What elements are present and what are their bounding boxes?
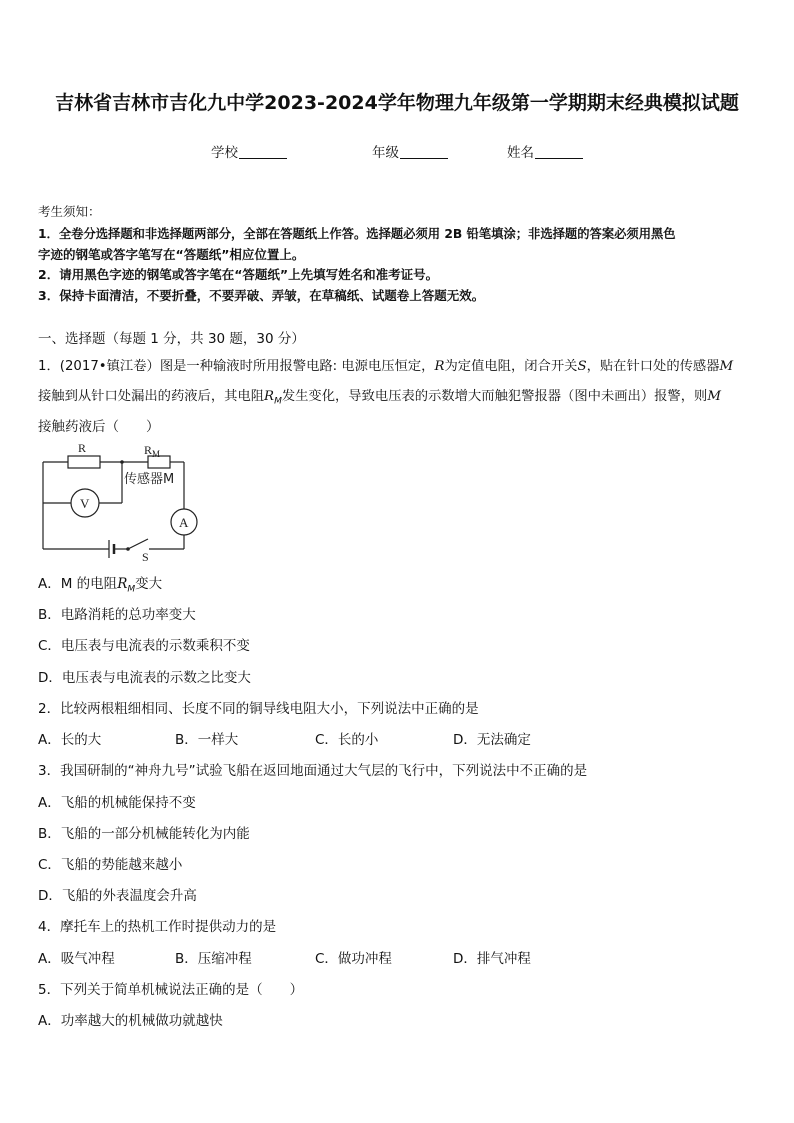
grade-label: 年级 [372, 145, 399, 161]
notice-line-3: 3．保持卡面清洁，不要折叠，不要弄破、弄皱，在草稿纸、试题卷上答题无效。 [38, 288, 485, 303]
section-heading: 一、选择题（每题 1 分，共 30 题，30 分） [38, 331, 305, 347]
q2-option-b: B．一样大 [175, 732, 239, 748]
q4-option-c: C．做功冲程 [315, 951, 392, 967]
grade-blank [400, 144, 448, 159]
label-s: S [142, 550, 149, 564]
junction-dot [120, 460, 124, 464]
name-field [507, 141, 583, 161]
q5-stem: 5．下列关于简单机械说法正确的是（ ） [38, 982, 304, 998]
q4-option-a: A．吸气冲程 [38, 951, 115, 967]
switch-blade [128, 539, 148, 549]
resistor-r [68, 456, 100, 468]
school-blank [239, 144, 287, 159]
q1-option-d: D．电压表与电流表的示数之比变大 [38, 670, 251, 686]
q5-option-a: A．功率越大的机械做功就越快 [38, 1013, 223, 1029]
q1-option-a: A．M 的电阻$R_M$变大 [38, 576, 163, 595]
label-rm: $R_M$ [144, 443, 161, 459]
q1-option-b: B．电路消耗的总功率变大 [38, 607, 196, 623]
q2-option-d: D．无法确定 [453, 732, 531, 748]
label-sensor: 传感器M [124, 472, 175, 487]
q3-option-d: D．飞船的外表温度会升高 [38, 888, 197, 904]
q4-option-b: B．压缩冲程 [175, 951, 252, 967]
switch-pivot [126, 547, 130, 551]
q2-stem: 2．比较两根粗细相同、长度不同的铜导线电阻大小，下列说法中正确的是 [38, 701, 479, 717]
q1-option-c: C．电压表与电流表的示数乘积不变 [38, 638, 250, 654]
q3-option-c: C．飞船的势能越来越小 [38, 857, 183, 873]
school-field [211, 141, 287, 161]
label-a: A [179, 515, 189, 530]
name-blank [535, 144, 583, 159]
q1-stem-line-3: 接触药液后（ ） [38, 419, 160, 435]
q2-option-a: A．长的大 [38, 732, 102, 748]
school-label: 学校 [211, 145, 238, 161]
name-label: 姓名 [507, 145, 534, 161]
notice-label: 考生须知： [38, 204, 101, 219]
page-title: 吉林省吉林市吉化九中学2023-2024学年物理九年级第一学期期末经典模拟试题 [55, 92, 739, 114]
q3-option-a: A．飞船的机械能保持不变 [38, 795, 196, 811]
q3-stem: 3．我国研制的“神舟九号”试验飞船在返回地面通过大气层的飞行中，下列说法中不正确的是 [38, 763, 588, 779]
notice-line-1a: 1．全卷分选择题和非选择题两部分，全部在答题纸上作答。选择题必须用 2B 铅笔填涂；非选择题的答案必须用黑色 [38, 227, 676, 241]
q3-option-b: B．飞船的一部分机械能转化为内能 [38, 826, 250, 842]
grade-field [372, 141, 448, 161]
circuit-diagram [38, 440, 208, 564]
notice-line-2: 2．请用黑色字迹的钢笔或答字笔在“答题纸”上先填写姓名和准考证号。 [38, 267, 439, 282]
q2-option-c: C．长的小 [315, 732, 379, 748]
q4-stem: 4．摩托车上的热机工作时提供动力的是 [38, 919, 277, 935]
label-r: R [78, 441, 87, 455]
label-v: V [80, 496, 90, 511]
notice-line-1b: 字迹的钢笔或答字笔写在“答题纸”相应位置上。 [38, 247, 305, 262]
q1-stem-line-2: 接触到从针口处漏出的药液后，其电阻$R_M$发生变化，导致电压表的示数增大而触犯警报器（图中未画出）报警，则M [38, 389, 721, 407]
q1-stem-line-1: 1．(2017•镇江卷）图是一种输液时所用报警电路: 电源电压恒定，R为定值电阻，闭合开关S，贴在针口处的传感器M [38, 359, 734, 374]
q4-option-d: D．排气冲程 [453, 951, 531, 967]
